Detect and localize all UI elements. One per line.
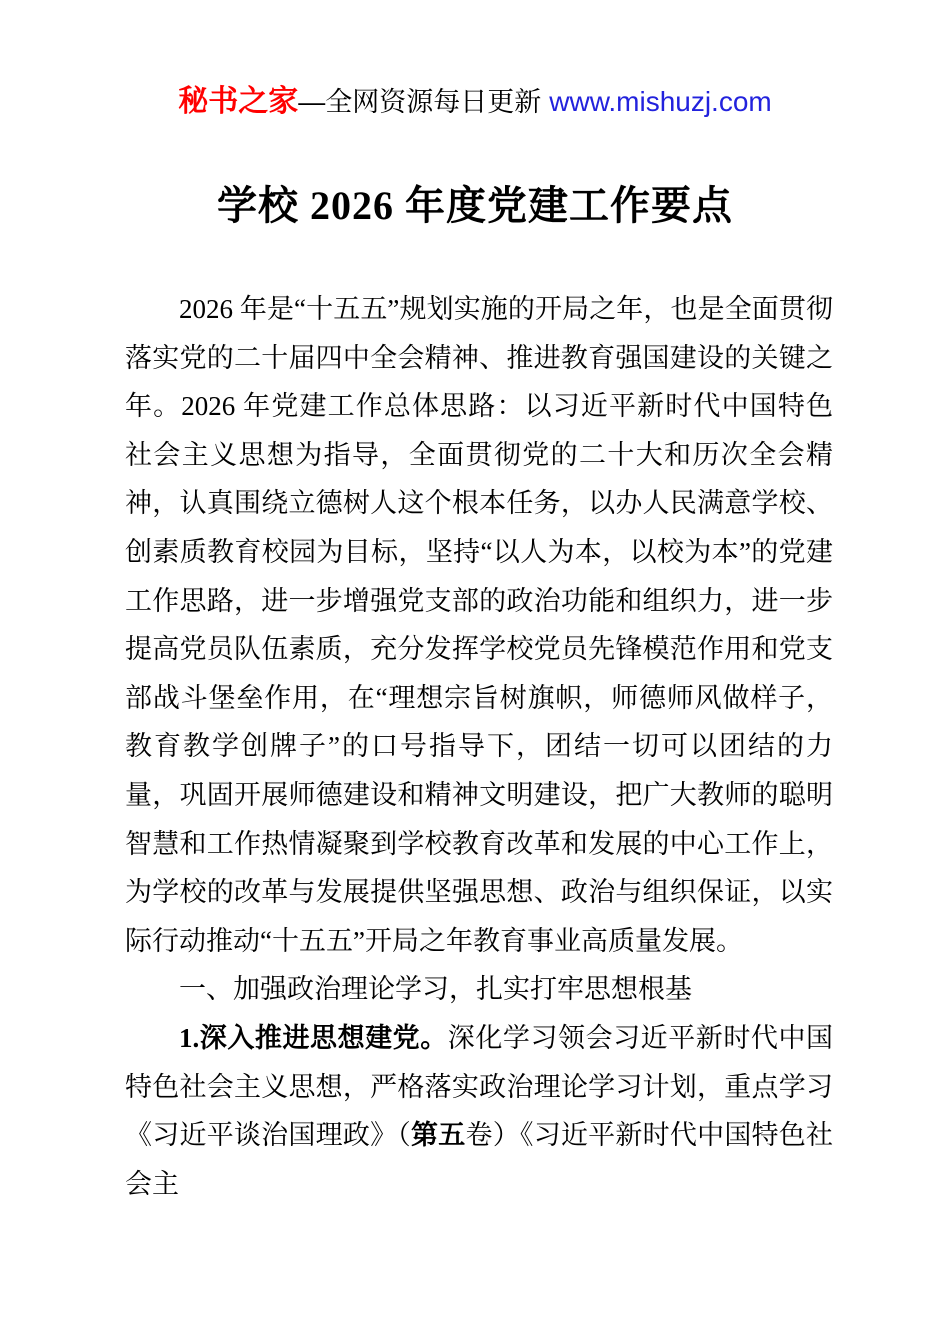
item1-bold-inline: 第五 [411,1120,466,1151]
item-paragraph-1 [125,1014,833,1208]
item1-lead: 1.深入推进思想建党。 [179,1022,448,1053]
intro-paragraph: 2026 年是“十五五”规划实施的开局之年，也是全面贯彻落实党的二十届四中全会精神、推进教育强国建设的关键之年。2026 年党建工作总体思路：以习近平新时代中国特色社会主义思想为指导，全面贯彻党的二十大和历次全会精神，认真围绕立德树人这个根本任务，以办人民满意学校、创素质教育校园为目标，坚持“以人为本，以校为本”的党建工作思路，进一步增强党支部的政治功能和组织力，进一步提高党员队伍素质，充分发挥学校党员先锋模范作用和党支部战斗堡垒作用，在“理想宗旨树旗帜，师德师风做样子，教育教学创牌子”的口号指导下，团结一切可以团结的力量，巩固开展师德建设和精神文明建设，把广大教师的聪明智慧和工作热情凝聚到学校教育改革和发展的中心工作上，为学校的改革与发展提供坚强思想、政治与组织保证，以实际行动推动“十五五”开局之年教育事业高质量发展。 [125,294,833,956]
section-heading-1: 一、加强政治理论学习，扎实打牢思想根基 [179,974,692,1005]
item1-text-before: 深化学习领会习近平新时代中国特色社会主义思想，严格落实政治理论学习计划，重点学习《习近平谈治国理政》（ [125,1022,834,1151]
site-brand: 秘书之家 [178,85,299,118]
document-title: 学校 2026 年度党建工作要点 [217,183,733,228]
site-header [0,84,950,125]
site-url-link[interactable]: www.mishuzj.com [549,86,772,117]
site-tagline: —全网资源每日更新 [298,87,542,117]
item1-text-after: 卷）《习近平新时代中国特色社会主 [125,1120,834,1199]
document-body [125,285,833,1208]
